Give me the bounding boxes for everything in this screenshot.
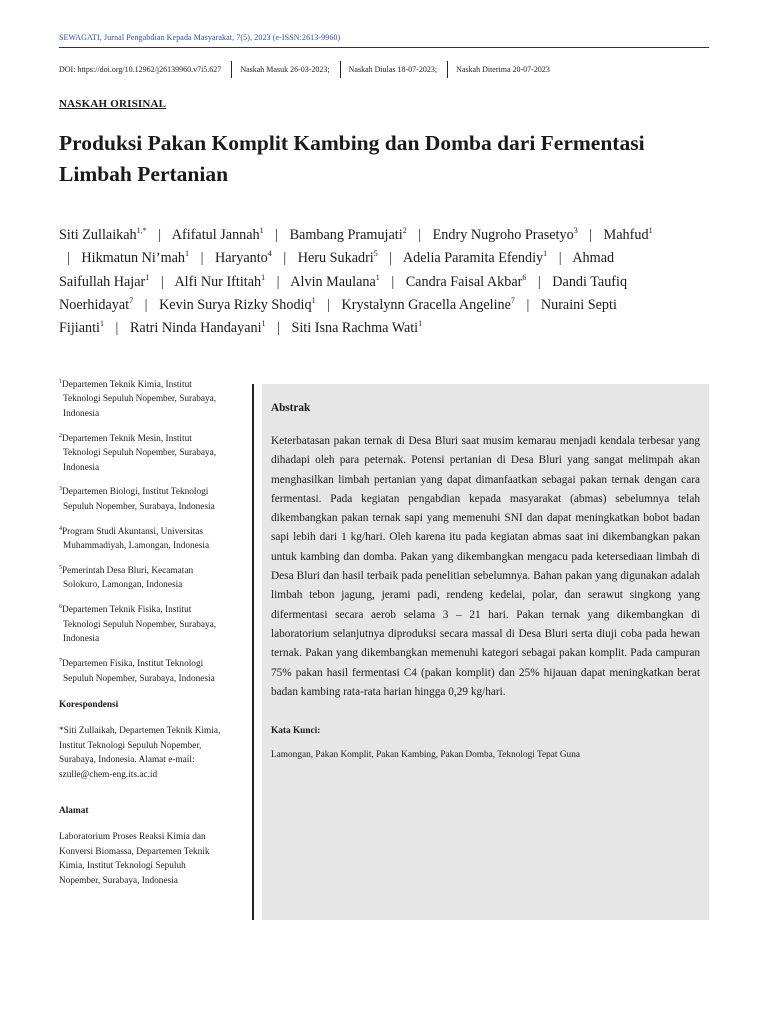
author-name: Heru Sukadri <box>297 250 374 267</box>
affiliation-number: 1 <box>59 379 62 385</box>
author-separator: | <box>144 296 148 313</box>
article-title: Produksi Pakan Komplit Kambing dan Domba dari Fermentasi Limbah Pertanian <box>59 131 645 186</box>
author-list <box>59 224 659 340</box>
affiliation-item <box>59 485 243 514</box>
correspondence-line: *Siti Zullaikah, Departemen Teknik Kimia, <box>59 726 221 737</box>
author-affiliation-marker: 1 <box>145 272 150 282</box>
affiliation-number: 3 <box>59 486 62 493</box>
author-separator: | <box>160 273 164 290</box>
author-name: Haryanto <box>214 250 268 267</box>
keywords-text: Lamongan, Pakan Komplit, Pakan Kambing, Pakan Domba, Teknologi Tepat Guna <box>271 750 580 761</box>
affiliation-text: Departemen Teknik Fisika, Institut <box>62 605 192 616</box>
meta-separator <box>447 61 448 78</box>
correspondence-heading: Korespondensi <box>59 699 119 710</box>
author-name: Siti Isna Rachma Wati <box>291 320 419 337</box>
revised-date: Naskah Diulas 18-07-2023; <box>348 64 438 74</box>
author-affiliation-marker: 1 <box>259 226 264 235</box>
author-name: Afifatul Jannah <box>171 227 260 243</box>
meta-separator <box>231 61 232 78</box>
author-affiliation-marker: 1 <box>648 226 653 235</box>
affiliation-item <box>59 378 243 421</box>
author-affiliation-marker: 6 <box>522 272 527 282</box>
address-line: Konversi Biomassa, Departemen Teknik <box>59 846 210 857</box>
author-name: Alvin Maulana <box>290 273 376 290</box>
author-separator: | <box>327 296 330 313</box>
address-text <box>59 830 243 888</box>
address-heading: Alamat <box>59 805 89 816</box>
author-separator: | <box>391 273 395 290</box>
affiliation-item <box>59 525 243 554</box>
header-divider <box>59 47 709 48</box>
author-affiliation-marker: 1 <box>543 249 548 259</box>
author-affiliation-marker: 7 <box>510 295 515 305</box>
abstract-text: Keterbatasan pakan ternak di Desa Bluri saat musim kemarau menjadi kendala terbesar yang dihadapi oleh para peternak. Potensi pertanian di Desa Bluri yang sangat melimpah akan menghasilkan limbah pertanian yang dapat dimanfaatkan sebagai pakan ternak dengan cara fermentasi. Pada kegiatan pengabdian kepada masyarakat (abmas) sebelumnya telah dikembangkan pakan ternak sapi yang memenuhi SNI dan dapat meningkatkan bobot badan sapi lebih dari 1 kg/hari. Oleh karena itu pada kegiatan abmas saat ini dikembangkan pakan untuk kambing dan domba. Pakan yang dikembangkan mengacu pada ketersediaan limbah di Desa Bluri dan hasil terbaik pada penelitian sebelumnya. Bahan pakan yang digunakan adalah limbah tebon jagung, jerami padi, rendeng kedelai, polar, dan serawut singkong yang difermentasi secara aerob selama 3 – 21 hari. Pakan ternak yang dikembangkan di laboratorium selanjutnya diproduksi secara massal di Desa Bluri serta diuji coba pada hewan ternak. Pakan yang dikembangkan memenuhi kategori sebagai pakan komplit. Pada campuran 75% pakan hasil fermentasi C4 (pakan komplit) dan 25% hijauan dapat meningkatkan berat badan kambing rata-rata harian hingga 0,29 kg/hari. <box>271 435 700 698</box>
affiliation-number: 6 <box>59 604 62 611</box>
affiliation-text: Sepuluh Nopember, Surabaya, Indonesia <box>63 673 215 684</box>
sidebar <box>59 378 243 898</box>
author-affiliation-marker: 1,* <box>136 226 147 235</box>
author-name: Krystalynn Gracella Angeline <box>341 296 511 313</box>
author-separator: | <box>589 227 593 243</box>
abstract-panel <box>262 384 709 920</box>
author-separator: | <box>115 320 119 337</box>
correspondence-line: Institut Teknologi Sepuluh Nopember, <box>59 740 202 751</box>
correspondence-line: Surabaya, Indonesia. Alamat e-mail: <box>59 755 195 766</box>
author-affiliation-marker: 3 <box>573 226 578 235</box>
author-name: Adelia Paramita Efendiy <box>402 250 544 267</box>
author-separator: | <box>537 273 541 290</box>
affiliation-text: Teknologi Sepuluh Nopember, Surabaya, <box>63 448 217 459</box>
author-affiliation-marker: 1 <box>185 249 190 259</box>
affiliation-text: Muhammadiyah, Lamongan, Indonesia <box>63 541 210 552</box>
author-affiliation-marker: 1 <box>311 295 316 305</box>
author-separator: | <box>200 250 204 267</box>
affiliation-text: Indonesia <box>63 634 100 645</box>
author-separator: | <box>389 250 393 267</box>
affiliation-text: Departemen Biologi, Institut Teknologi <box>62 487 209 498</box>
author-separator: | <box>283 250 287 267</box>
correspondence-line: szulle@chem-eng.its.ac.id <box>59 769 158 780</box>
affiliation-text: Pemerintah Desa Bluri, Kecamatan <box>62 566 194 577</box>
author-affiliation-marker: 5 <box>373 249 378 259</box>
author-name: Endry Nugroho Prasetyo <box>432 227 574 243</box>
affiliation-text: Solokuro, Lamongan, Indonesia <box>63 580 183 591</box>
affiliation-number: 2 <box>59 432 62 439</box>
author-separator: | <box>526 296 530 313</box>
author-name: Kevin Surya Rizky Shodiq <box>159 296 312 313</box>
doi-link[interactable]: DOI: https://doi.org/10.12962/j26139960.v7i5.627 <box>59 64 222 74</box>
address-line: Kimia, Institut Teknologi Sepuluh <box>59 861 186 872</box>
affiliation-number: 4 <box>59 525 62 532</box>
affiliation-item <box>59 564 243 593</box>
keywords-heading: Kata Kunci: <box>271 726 321 737</box>
author-name: Alfi Nur Iftitah <box>174 273 262 290</box>
author-affiliation-marker: 4 <box>267 249 272 259</box>
author-affiliation-marker: 1 <box>418 319 423 329</box>
author-affiliation-marker: 1 <box>375 272 380 282</box>
author-separator: | <box>158 227 162 243</box>
journal-citation[interactable]: SEWAGATI, Jurnal Pengabdian Kepada Masyarakat, 7(5), 2023 (e-ISSN:2613-9960) <box>59 33 341 42</box>
author-separator: | <box>277 320 280 337</box>
author-name: Hikmatun Ni’mah <box>81 250 186 267</box>
author-name: Mahfud <box>603 227 649 243</box>
author-separator: | <box>275 227 279 243</box>
received-date: Naskah Masuk 26-03-2023; <box>240 64 330 74</box>
author-name: Nuraini Septi Fijianti <box>59 296 617 337</box>
author-separator: | <box>67 250 70 267</box>
column-divider <box>252 384 254 920</box>
affiliation-text: Departemen Teknik Mesin, Institut <box>62 433 192 444</box>
affiliation-text: Indonesia <box>63 408 100 419</box>
affiliation-text: Sepuluh Nopember, Surabaya, Indonesia <box>63 501 215 512</box>
affiliation-text: Departemen Fisika, Institut Teknologi <box>62 659 204 670</box>
author-affiliation-marker: 1 <box>261 319 266 329</box>
affiliation-number: 5 <box>59 565 62 572</box>
affiliation-text: Program Studi Akuntansi, Universitas <box>62 526 203 537</box>
affiliation-text: Departemen Teknik Kimia, Institut <box>62 380 192 390</box>
affiliation-item <box>59 432 243 475</box>
address-line: Laboratorium Proses Reaksi Kimia dan <box>59 832 206 843</box>
correspondence-text <box>59 724 243 782</box>
author-name: Ratri Ninda Handayani <box>129 320 262 337</box>
affiliation-text: Indonesia <box>63 462 100 473</box>
affiliation-text: Teknologi Sepuluh Nopember, Surabaya, <box>63 394 217 405</box>
affiliation-item <box>59 603 243 646</box>
abstract-heading: Abstrak <box>271 402 311 414</box>
affiliation-list <box>59 378 243 686</box>
author-affiliation-marker: 1 <box>261 272 266 282</box>
address-line: Nopember, Surabaya, Indonesia <box>59 875 178 886</box>
article-type-label: NASKAH ORISINAL <box>59 98 167 110</box>
author-separator: | <box>418 227 422 243</box>
author-name: Candra Faisal Akbar <box>405 273 523 290</box>
author-name: Bambang Pramujati <box>289 227 403 243</box>
accepted-date: Naskah Diterima 20-07-2023 <box>456 64 550 74</box>
author-separator: | <box>276 273 280 290</box>
author-separator: | <box>558 250 562 267</box>
author-affiliation-marker: 7 <box>129 295 134 305</box>
author-name: Ahmad Saifullah Hajar <box>59 250 615 290</box>
affiliation-number: 7 <box>59 658 62 665</box>
affiliation-text: Teknologi Sepuluh Nopember, Surabaya, <box>63 619 217 630</box>
affiliation-item <box>59 657 243 686</box>
article-meta <box>59 60 550 78</box>
author-name: Siti Zullaikah <box>59 227 137 243</box>
author-affiliation-marker: 1 <box>100 319 104 329</box>
author-name: Dandi Taufiq Noerhidayat <box>59 273 628 313</box>
meta-separator <box>340 61 341 78</box>
author-affiliation-marker: 2 <box>402 226 407 235</box>
